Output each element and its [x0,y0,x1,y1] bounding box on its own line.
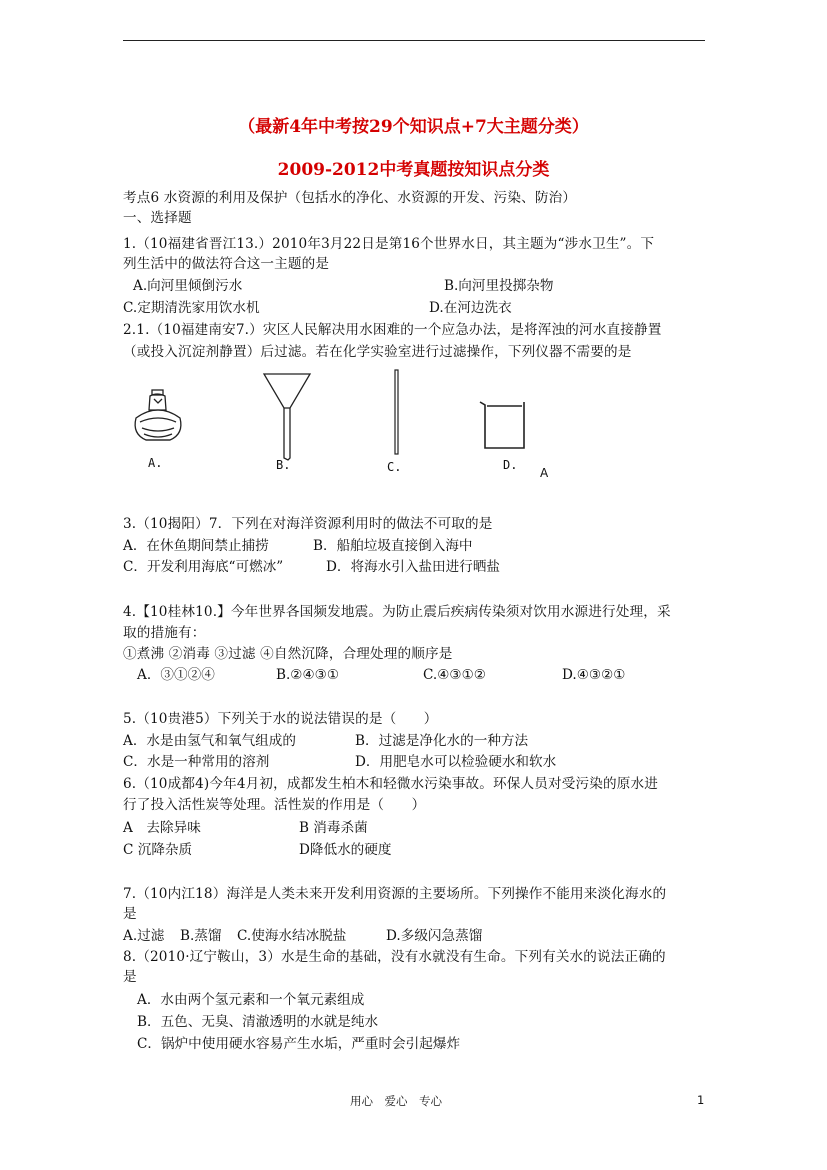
section-heading: 一、选择题 [123,210,192,226]
page-subtitle: 2009-2012中考真题按知识点分类 [277,160,550,180]
answer-option: D.④③②① [562,667,626,683]
answer-option: B 消毒杀菌 [299,820,368,836]
answer-option: B．五色、无臭、清澈透明的水就是纯水 [137,1014,379,1030]
header-rule [123,40,705,41]
question-stem: 3.（10揭阳）7．下列在对海洋资源利用时的做法不可取的是 [123,516,493,532]
answer-option: C.使海水结冰脱盐 [237,928,347,944]
figure-label-b: B. [276,458,291,472]
question-stem: 取的措施有： [123,625,206,641]
answer-option: A.向河里倾倒污水 [133,278,243,294]
answer-option: D.在河边洗衣 [429,300,512,316]
question-stem: 8.（2010·辽宁鞍山，3）水是生命的基础，没有水就没有生命。下列有关水的说法正确的 [123,949,666,965]
answer-option: B．船舶垃圾直接倒入海中 [313,538,473,554]
answer-option: A.过滤 [123,928,165,944]
answer-option: A 去除异味 [123,820,201,836]
question-stem: 是 [123,906,137,922]
figure-label-a: A. [148,456,163,470]
footer-slogan: 用心 爱心 专心 [350,1094,442,1108]
answer-mark: A [540,466,549,480]
answer-option: D．将海水引入盐田进行晒盐 [326,559,501,575]
answer-option: B．过滤是净化水的一种方法 [355,733,529,749]
answer-option: B.蒸馏 [180,928,222,944]
question-stem: 行了投入活性炭等处理。活性炭的作用是（ ） [123,797,426,813]
answer-option: A．在休鱼期间禁止捕捞 [123,538,269,554]
question-stem: ①煮沸 ②消毒 ③过滤 ④自然沉降，合理处理的顺序是 [123,646,453,662]
topic-heading: 考点6 水资源的利用及保护（包括水的净化、水资源的开发、污染、防治） [123,190,577,206]
answer-option: B.②④③① [276,667,340,683]
page-title: （最新4年中考按29个知识点+7大主题分类） [238,117,589,137]
answer-option: C.④③①② [423,667,486,683]
beaker-figure [478,400,528,450]
answer-option: A．水是由氢气和氧气组成的 [123,733,296,749]
question-stem: 1.（10福建省晋江13.）2010年3月22日是第16个世界水日，其主题为“涉水卫生”。下 [123,236,655,252]
answer-option: A．③①②④ [137,667,215,683]
answer-option: D.多级闪急蒸馏 [386,928,483,944]
answer-option: C.定期清洗家用饮水机 [123,300,260,316]
question-stem: 4.【10桂林10.】今年世界各国频发地震。为防止震后疾病传染须对饮用水源进行处理，采 [123,604,671,620]
alcohol-lamp-figure [130,388,186,448]
figure-label-c: C. [387,460,402,474]
answer-option: A．水由两个氢元素和一个氧元素组成 [137,992,365,1008]
question-stem: 2.1.（10福建南安7.）灾区人民解决用水困难的一个应急办法，是将浑浊的河水直接静置 [123,322,662,338]
answer-option: C．开发利用海底“可燃冰” [123,559,284,575]
answer-option: C．锅炉中使用硬水容易产生水垢，严重时会引起爆炸 [137,1036,461,1052]
question-stem: 5.（10贵港5）下列关于水的说法错误的是（ ） [123,711,438,727]
answer-option: D降低水的硬度 [299,842,392,858]
figure-label-d: D. [503,458,518,472]
answer-option: B.向河里投掷杂物 [444,278,554,294]
question-stem: （或投入沉淀剂静置）后过滤。若在化学实验室进行过滤操作，下列仪器不需要的是 [123,344,632,360]
question-stem: 列生活中的做法符合这一主题的是 [123,256,330,272]
answer-option: D．用肥皂水可以检验硬水和软水 [355,754,557,770]
answer-option: C 沉降杂质 [123,842,193,858]
glass-rod-figure [392,370,402,454]
question-stem: 是 [123,969,137,985]
question-stem: 7.（10内江18）海洋是人类未来开发利用资源的主要场所。下列操作不能用来淡化海水的 [123,886,667,902]
page-number: 1 [697,1093,705,1107]
funnel-figure [262,372,312,462]
question-stem: 6.（10成都4)今年4月初，成都发生柏木和轻微水污染事故。环保人员对受污染的原水进 [123,776,658,792]
answer-option: C．水是一种常用的溶剂 [123,754,270,770]
